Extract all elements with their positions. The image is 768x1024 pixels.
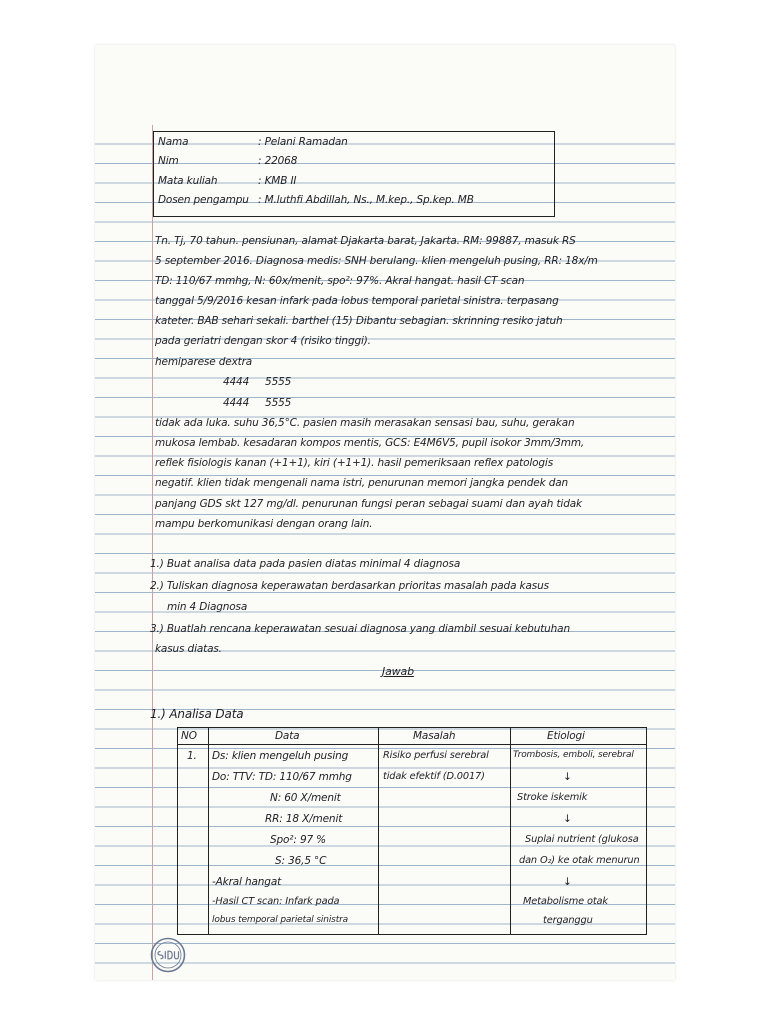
case-line: tanggal 5/9/2016 kesan infark pada lobus temporal parietal sinistra. terpasang <box>155 295 559 307</box>
masalah-cell-line: Risiko perfusi serebral <box>383 750 489 761</box>
case-line: TD: 110/67 mmhg, N: 60x/menit, spo²: 97%. Akral hangat. hasil CT scan <box>155 275 525 287</box>
etiologi-cell-line: Metabolisme otak <box>523 896 608 907</box>
case-line: Tn. Tj, 70 tahun. pensiunan, alamat Djakarta barat, Jakarta. RM: 99887, masuk RS <box>155 235 576 247</box>
question-1: 1.) Buat analisa data pada pasien diatas minimal 4 diagnosa <box>150 558 461 570</box>
data-cell-line: Spo²: 97 % <box>270 834 327 846</box>
question-3: 3.) Buatlah rencana keperawatan sesuai diagnosa yang diambil sesuai kebutuhan <box>150 623 570 635</box>
handwritten-content <box>95 45 675 980</box>
case-line: reflek fisiologis kanan (+1+1), kiri (+1+1). hasil pemeriksaan reflex patologis <box>155 457 554 469</box>
data-cell-line: RR: 18 X/menit <box>265 813 343 825</box>
header-etiologi: Etiologi <box>547 730 585 742</box>
header-data: Data <box>275 730 300 742</box>
data-cell-line: -Hasil CT scan: Infark pada <box>212 896 340 907</box>
answer-heading: Jawab <box>382 665 414 678</box>
data-cell-line: N: 60 X/menit <box>270 792 341 804</box>
table-col-divider <box>208 727 209 935</box>
row-number: 1. <box>187 750 197 762</box>
case-line: negatif. klien tidak mengenali nama istri, penurunan memori jangka pendek dan <box>155 477 569 489</box>
data-cell-line: Ds: klien mengeluh pusing <box>212 750 349 762</box>
case-line: hemiparese dextra <box>155 356 253 368</box>
etiologi-cell-line: Suplai nutrient (glukosa <box>525 834 639 845</box>
etiologi-arrow: ↓ <box>563 876 572 888</box>
question-2: 2.) Tuliskan diagnosa keperawatan berdasarkan prioritas masalah pada kasus <box>150 580 549 592</box>
nama-label: Nama <box>158 136 189 148</box>
mata-kuliah-value: : KMB II <box>258 175 297 187</box>
motor-strength-row: 4444 5555 <box>223 376 292 388</box>
analysis-heading: 1.) Analisa Data <box>150 707 244 721</box>
etiologi-cell-line: terganggu <box>543 915 593 926</box>
etiologi-cell-line: Stroke iskemik <box>517 792 588 803</box>
header-masalah: Masalah <box>413 730 456 742</box>
case-line: pada geriatri dengan skor 4 (risiko tinggi). <box>155 335 371 347</box>
etiologi-arrow: ↓ <box>563 813 572 825</box>
etiologi-cell-line: dan O₂) ke otak menurun <box>519 855 640 866</box>
nim-label: Nim <box>158 155 179 167</box>
question-2-cont: min 4 Diagnosa <box>167 601 248 613</box>
masalah-cell-line: tidak efektif (D.0017) <box>383 771 485 782</box>
table-col-divider <box>510 727 511 935</box>
question-3-cont: kasus diatas. <box>155 643 222 655</box>
case-line: mukosa lembab. kesadaran kompos mentis, GCS: E4M6V5, pupil isokor 3mm/3mm, <box>155 437 585 449</box>
nama-value: : Pelani Ramadan <box>258 136 348 148</box>
etiologi-arrow: ↓ <box>563 771 572 783</box>
table-header-divider <box>177 744 647 745</box>
dosen-value: : M.luthfi Abdillah, Ns., M.kep., Sp.kep. MB <box>258 194 474 206</box>
data-cell-line: S: 36,5 °C <box>275 855 327 867</box>
dosen-label: Dosen pengampu <box>158 194 249 206</box>
data-cell-line: -Akral hangat <box>212 876 282 888</box>
notebook-page <box>95 45 675 980</box>
case-line: kateter. BAB sehari sekali. barthel (15) Dibantu sebagian. skrinning resiko jatuh <box>155 315 563 327</box>
etiologi-cell-line: Trombosis, emboli, serebral <box>513 750 634 760</box>
data-cell-line: lobus temporal parietal sinistra <box>212 915 349 925</box>
case-line: 5 september 2016. Diagnosa medis: SNH berulang. klien mengeluh pusing, RR: 18x/m <box>155 255 598 267</box>
case-line: panjang GDS skt 127 mg/dl. penurunan fungsi peran sebagai suami dan ayah tidak <box>155 498 582 510</box>
sidu-logo <box>150 937 186 973</box>
table-col-divider <box>378 727 379 935</box>
case-line: mampu berkomunikasi dengan orang lain. <box>155 518 373 530</box>
data-cell-line: Do: TTV: TD: 110/67 mmhg <box>212 771 352 783</box>
nim-value: : 22068 <box>258 155 298 167</box>
mata-kuliah-label: Mata kuliah <box>158 175 218 187</box>
header-no: NO <box>181 730 197 742</box>
case-line: tidak ada luka. suhu 36,5°C. pasien masih merasakan sensasi bau, suhu, gerakan <box>155 417 575 429</box>
motor-strength-row: 4444 5555 <box>223 397 292 409</box>
